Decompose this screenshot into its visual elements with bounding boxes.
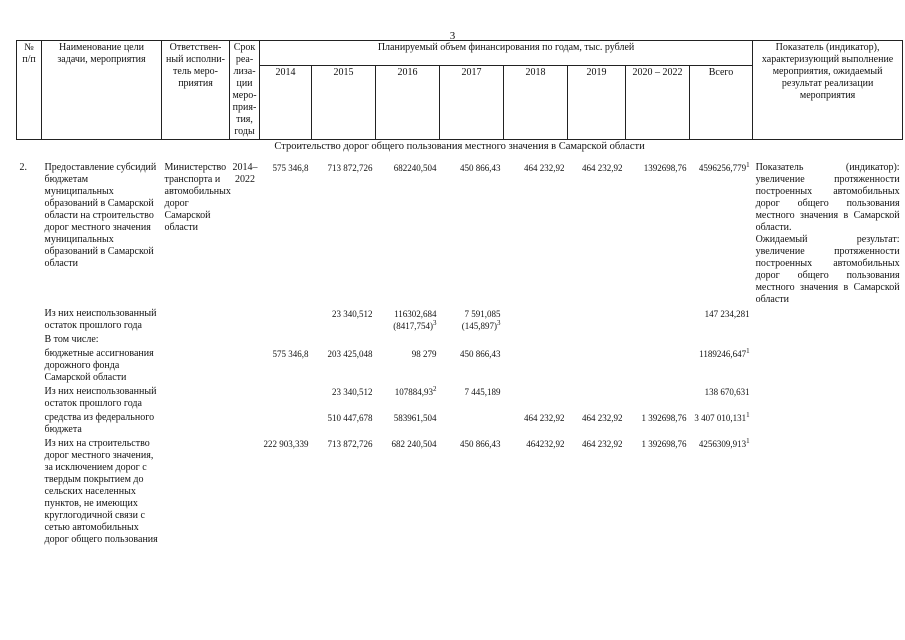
header-year-2016: 2016 xyxy=(376,65,440,139)
value-total xyxy=(690,411,753,437)
value-2016: 682240,504 xyxy=(393,163,437,173)
value-2017 xyxy=(440,307,504,333)
value-2015: 23 340,512 xyxy=(332,387,373,397)
header-year-2018: 2018 xyxy=(504,65,568,139)
row-name: Предоставление субсидий бюджетам муниципальных образований в Самарской области на строительство дорог местного значения муниципальных образований в Самарской области xyxy=(44,162,157,269)
value-total xyxy=(690,154,753,307)
value-2018: 464 232,92 xyxy=(524,163,565,173)
row-num: 2. xyxy=(19,162,27,173)
value-2016-text: 107884,93 xyxy=(394,387,433,397)
value-2014: 575 346,8 xyxy=(272,349,309,359)
expected-result-text: Ожидаемый результат: увеличение протяженности построенных автомобильных дорог общего пользования местного значения в Самарской области xyxy=(755,234,900,305)
indicator-text: Показатель (индикатор): увеличение протяженности построенных автомобильных дорог общего пользования местного значения в Самарской области. xyxy=(755,162,900,233)
value-2016: 682 240,504 xyxy=(391,439,437,449)
header-name: Наименование цели задачи, мероприятия xyxy=(42,41,162,140)
row-name: бюджетные ассигнования дорожного фонда Самарской области xyxy=(44,348,154,383)
value-2018: 464 232,92 xyxy=(524,413,565,423)
financing-table xyxy=(16,40,903,547)
value-total xyxy=(690,437,753,547)
value-2020-2022: 1 392698,76 xyxy=(641,413,687,423)
value-2019: 464 232,92 xyxy=(582,163,623,173)
value-2017: 450 866,43 xyxy=(460,163,501,173)
value-2019: 464 232,92 xyxy=(582,413,623,423)
value-2014: 575 346,8 xyxy=(272,163,309,173)
header-plan-title: Планируемый объем финансирования по годам, тыс. рублей xyxy=(260,41,753,66)
header-indicator: Показатель (индикатор), характеризующий выполнение мероприятия, ожидаемый результат реализации мероприятия xyxy=(753,41,903,140)
value-total-text: 4596256,779 xyxy=(698,163,747,173)
value-2016 xyxy=(376,307,440,333)
value-2016: 583961,504 xyxy=(393,413,437,423)
footnote-mark: 3 xyxy=(497,319,501,327)
value-2014: 222 903,339 xyxy=(263,439,309,449)
value-total: 147 234,281 xyxy=(704,309,750,319)
value-2017-main: 7 591,085 xyxy=(464,309,501,319)
value-2016-main: 116302,684 xyxy=(394,309,437,319)
footnote-mark: 2 xyxy=(433,385,437,393)
footnote-mark: 1 xyxy=(746,411,750,419)
row-name: средства из федерального бюджета xyxy=(44,412,155,435)
value-2020-2022: 1392698,76 xyxy=(643,163,687,173)
header-year-2017: 2017 xyxy=(440,65,504,139)
value-2015: 510 447,678 xyxy=(327,413,373,423)
value-2017: 450 866,43 xyxy=(460,439,501,449)
footnote-mark: 3 xyxy=(433,319,437,327)
header-year-2015: 2015 xyxy=(312,65,376,139)
value-2017-paren: (145,897) xyxy=(461,321,497,331)
value-total-text: 1189246,647 xyxy=(699,349,747,359)
row-indicator xyxy=(753,154,903,307)
footnote-mark: 1 xyxy=(746,347,750,355)
header-term: Срок реа-лиза-ции меро-прия-тия, годы xyxy=(230,41,260,140)
row-name: Из них неиспользованный остаток прошлого года xyxy=(44,308,157,331)
value-2020-2022: 1 392698,76 xyxy=(641,439,687,449)
value-2016 xyxy=(376,385,440,411)
row-name: Из них неиспользованный остаток прошлого года xyxy=(44,386,157,409)
value-2015: 23 340,512 xyxy=(332,309,373,319)
row-term: 2014–2022 xyxy=(232,162,258,185)
value-2016-paren: (8417,754) xyxy=(393,321,433,331)
header-year-2020-2022: 2020 – 2022 xyxy=(626,65,690,139)
header-responsible: Ответствен-ный исполни-тель меро-приятия xyxy=(162,41,230,140)
footnote-mark: 1 xyxy=(746,161,750,169)
value-2016: 98 279 xyxy=(411,349,437,359)
value-2019: 464 232,92 xyxy=(582,439,623,449)
value-total xyxy=(690,347,753,385)
row-name: Из них на строительство дорог местного значения, за исключением дорог с твердым покрытием до сельских населенных пунктов, не имеющих круглогодичной связи с сетью автомобильных дорог общего пользования xyxy=(44,438,158,545)
value-total-text: 3 407 010,131 xyxy=(694,413,747,423)
value-2015: 203 425,048 xyxy=(327,349,373,359)
page-number: 3 xyxy=(449,30,456,42)
value-2017: 450 866,43 xyxy=(460,349,501,359)
footnote-mark: 1 xyxy=(746,437,750,445)
value-total-text: 4256309,913 xyxy=(698,439,747,449)
value-2017: 7 445,189 xyxy=(464,387,501,397)
header-num: № п/п xyxy=(17,41,42,140)
value-2015: 713 872,726 xyxy=(327,163,373,173)
row-name: В том числе: xyxy=(44,334,99,345)
header-total: Всего xyxy=(690,65,753,139)
section-title: Строительство дорог общего пользования местного значения в Самарской области xyxy=(274,141,645,152)
header-year-2014: 2014 xyxy=(260,65,312,139)
value-2015: 713 872,726 xyxy=(327,439,373,449)
value-total: 138 670,631 xyxy=(704,387,750,397)
header-year-2019: 2019 xyxy=(568,65,626,139)
row-responsible: Министерство транспорта и автомобильных дорог Самарской области xyxy=(164,162,231,233)
value-2018: 464232,92 xyxy=(526,439,565,449)
